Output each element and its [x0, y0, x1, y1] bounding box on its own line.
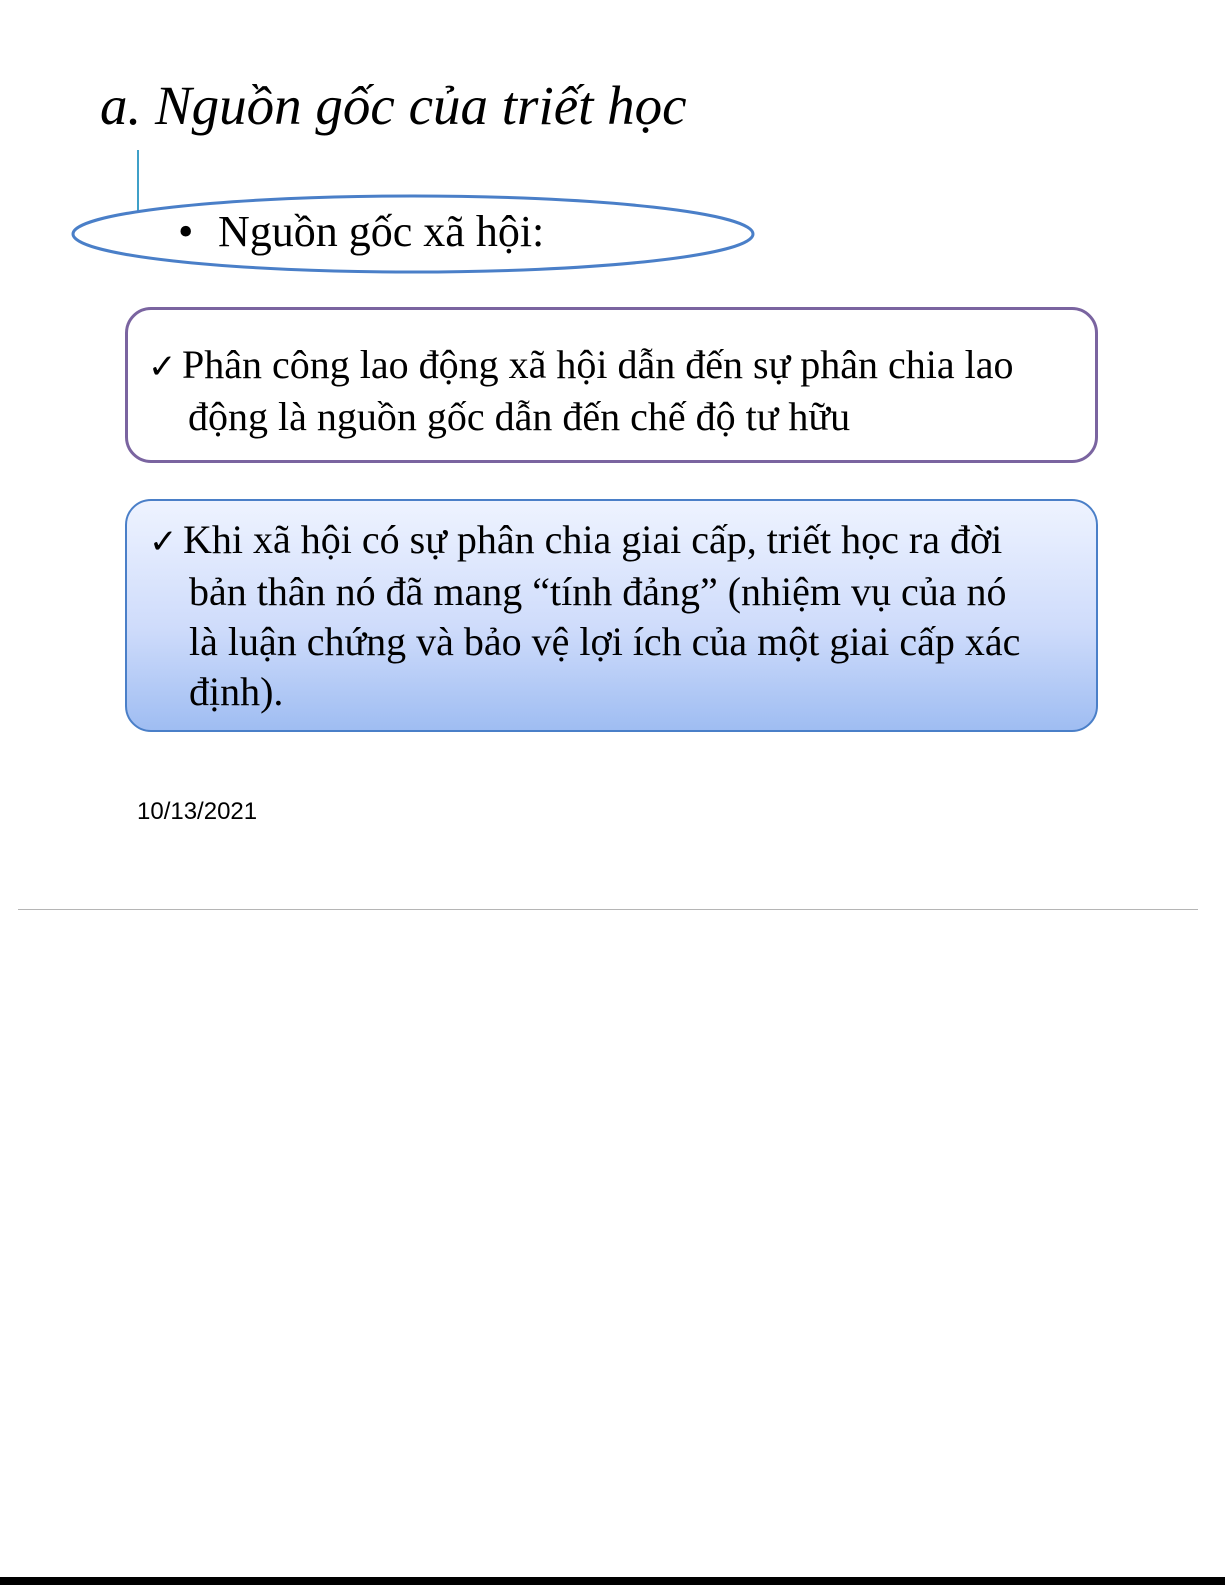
point-2-continuation-3: định).: [189, 669, 284, 714]
point-2-continuation-1: bản thân nó đã mang “tính đảng” (nhiệm vụ của nó: [189, 569, 1007, 614]
point-1-first-line: Phân công lao động xã hội dẫn đến sự phân chia lao: [182, 342, 1014, 387]
bottom-edge-bar: [0, 1577, 1225, 1585]
point-2-first-line: Khi xã hội có sự phân chia giai cấp, triết học ra đời: [183, 517, 1003, 562]
subtopic-label: Nguồn gốc xã hội:: [218, 207, 545, 256]
checkmark-icon: ✓: [148, 347, 177, 387]
point-1-continuation: động là nguồn gốc dẫn đến chế độ tư hữu: [188, 394, 851, 439]
subtopic-line: [178, 207, 545, 256]
checkmark-icon: ✓: [149, 522, 178, 562]
point-2-continuation-2: là luận chứng và bảo vệ lợi ích của một giai cấp xác: [189, 619, 1021, 664]
point-box-1: [125, 307, 1098, 463]
point-box-2: [125, 499, 1098, 732]
subtopic-ellipse: [68, 190, 758, 280]
point-1: [148, 340, 1055, 442]
bullet-icon: •: [178, 207, 194, 256]
slide-date: 10/13/2021: [137, 798, 258, 825]
slide-title: a. Nguồn gốc của triết học: [100, 75, 687, 136]
page-divider: [18, 909, 1198, 910]
point-2: [149, 515, 1060, 717]
